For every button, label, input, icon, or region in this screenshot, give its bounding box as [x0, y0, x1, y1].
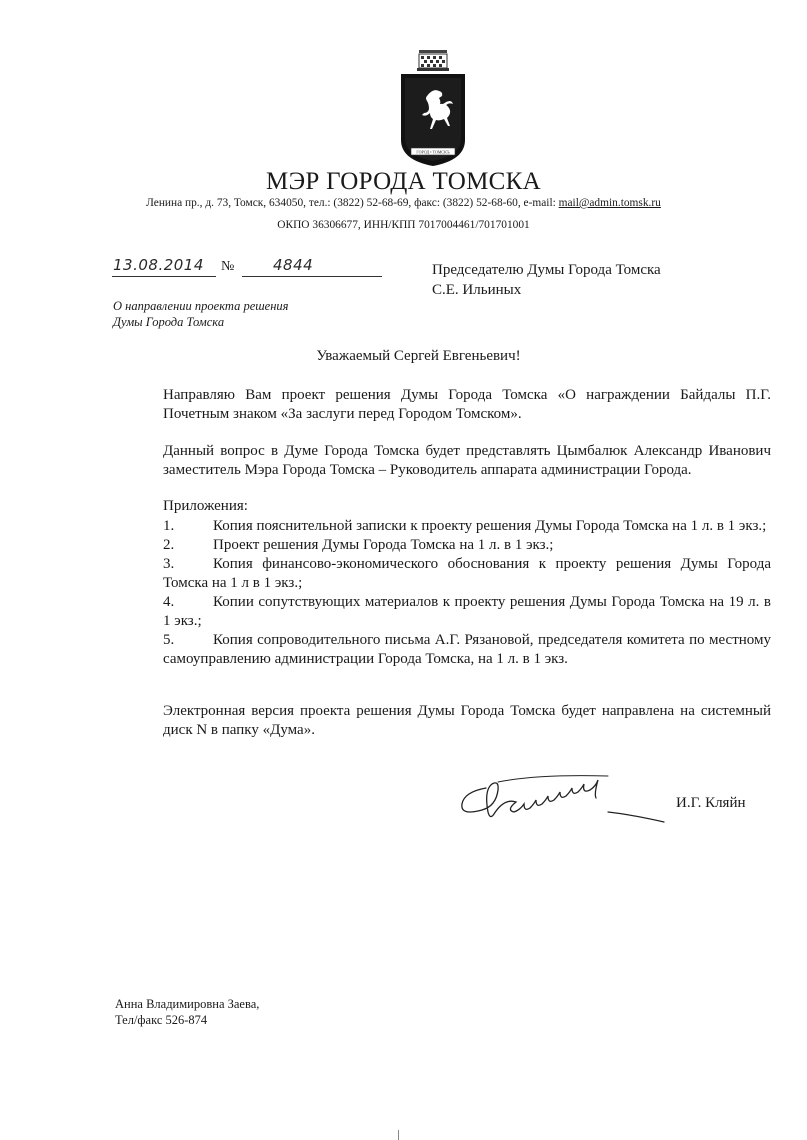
list-item-number: 1. [163, 518, 175, 534]
list-item [163, 517, 771, 536]
executor-phone: Тел/факс 526-874 [115, 1013, 208, 1027]
executor-name: Анна Владимировна Заева, [115, 997, 260, 1011]
subject-line-2: Думы Города Томска [113, 315, 225, 329]
emblem-motto: ГОРОД • ТОМСКЪ [416, 149, 450, 155]
list-item [163, 593, 771, 631]
attachments-title: Приложения: [163, 498, 248, 514]
registry-codes: ОКПО 36306677, ИНН/КПП 7017004461/701701001 [277, 219, 530, 231]
list-item [163, 555, 771, 593]
subject-line-1: О направлении проекта решения [113, 299, 289, 313]
signer-name: И.Г. Кляйн [676, 795, 746, 811]
number-underline [242, 276, 382, 277]
list-item-text: Копии сопутствующих материалов к проекту решения Думы Города Томска на 19 л. в 1 экз.; [163, 594, 771, 629]
greeting: Уважаемый Сергей Евгеньевич! [316, 348, 521, 364]
list-item-number: 3. [163, 556, 175, 572]
email-link[interactable]: mail@admin.tomsk.ru [558, 197, 661, 209]
date-underline [112, 276, 216, 277]
addressee-block [432, 260, 661, 300]
address-text: Ленина пр., д. 73, Томск, 634050, тел.: (3822) 52-68-69, факс: (3822) 52-68-60, e-mail: [146, 197, 559, 209]
registration-number: 4844 [273, 256, 314, 274]
list-item-text: Копия сопроводительного письма А.Г. Рязановой, председателя комитета по местному самоуправлению администрации Города Томска, на 1 л. в 1 экз. [163, 632, 771, 667]
list-item-number: 2. [163, 537, 175, 553]
tomsk-coat-of-arms-emblem [397, 48, 469, 174]
page-mark [398, 1130, 399, 1140]
addressee-name: С.Е. Ильиных [432, 282, 522, 298]
number-label: № [221, 259, 235, 274]
paragraph-1: Направляю Вам проект решения Думы Города Томска «О награждении Байдалы П.Г. Почетным знаком «За заслуги перед Городом Томском». [163, 387, 771, 422]
list-item-text: Копия финансово-экономического обоснования к проекту решения Думы Города Томска на 1 л в 1 экз.; [163, 556, 771, 591]
executor-block [115, 996, 259, 1028]
crown-icon [417, 50, 449, 71]
contact-line [0, 197, 807, 209]
paragraph-2: Данный вопрос в Думе Города Томска будет представлять Цымбалюк Александр Иванович заместитель Мэра Города Томска – Руководитель аппарата администрации Города. [163, 443, 771, 478]
list-item-text: Копия пояснительной записки к проекту решения Думы Города Томска на 1 л. в 1 экз.; [213, 518, 767, 534]
subject-block [113, 298, 289, 330]
paragraph-3: Электронная версия проекта решения Думы Города Томска будет направлена на системный диск N в папку «Дума». [163, 703, 771, 738]
handwritten-signature [458, 766, 668, 826]
list-item [163, 536, 771, 555]
organization-title: МЭР ГОРОДА ТОМСКА [266, 168, 541, 195]
list-item-text: Проект решения Думы Города Томска на 1 л. в 1 экз.; [213, 537, 554, 553]
registration-date: 13.08.2014 [113, 256, 204, 274]
list-item-number: 4. [163, 594, 175, 610]
addressee-position: Председателю Думы Города Томска [432, 262, 661, 278]
list-item [163, 631, 771, 669]
list-item-number: 5. [163, 632, 175, 648]
attachments-list [163, 517, 771, 669]
